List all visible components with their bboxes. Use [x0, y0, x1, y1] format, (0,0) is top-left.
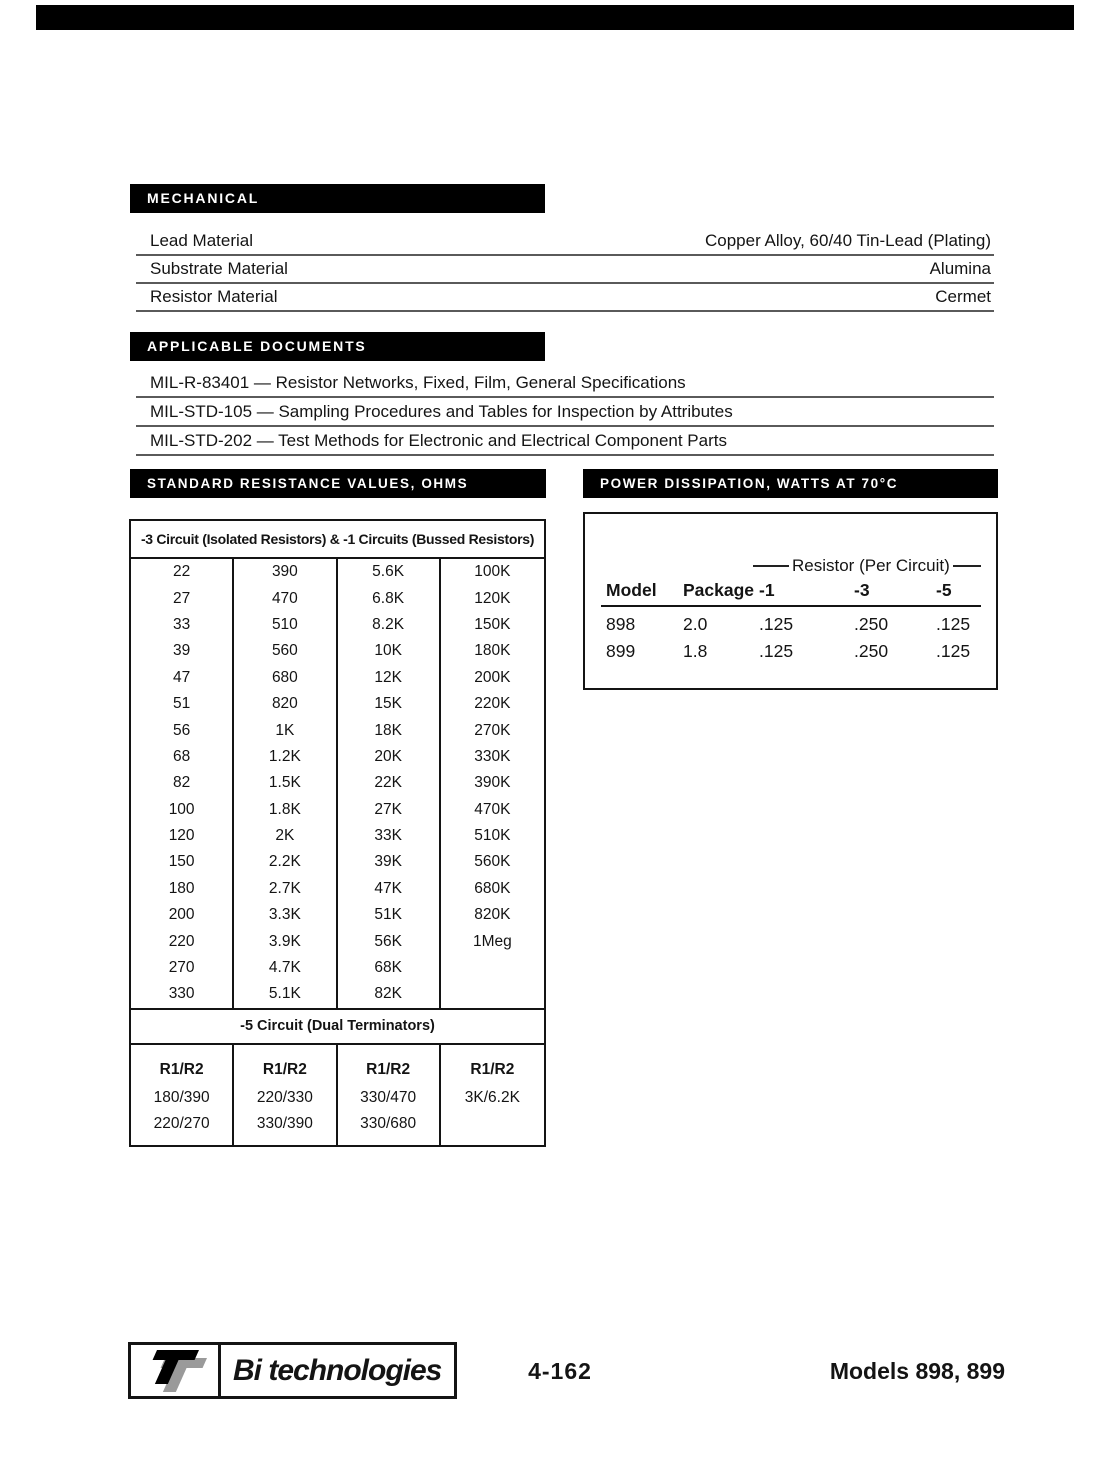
- r1r2-header: R1/R2: [159, 1060, 204, 1078]
- spec-value: Copper Alloy, 60/40 Tin-Lead (Plating): [704, 231, 991, 250]
- power-table-row: [606, 614, 984, 635]
- col-header-package: Package: [683, 580, 755, 600]
- group-header-text: Resistor (Per Circuit): [792, 556, 950, 575]
- power-table-row: [606, 641, 984, 662]
- resistance-column-2: [234, 559, 337, 1008]
- r1r2-value: 330/680: [360, 1114, 417, 1132]
- resistance-value: 270K: [474, 721, 511, 739]
- spec-row: [136, 284, 994, 312]
- document-item: MIL-R-83401 — Resistor Networks, Fixed, Film, General Specifications: [136, 369, 994, 398]
- section-header-applicable-documents: [130, 332, 545, 361]
- resistance-value: 470K: [474, 800, 511, 818]
- resistance-value: 8.2K: [372, 615, 405, 633]
- resistance-value: 5.1K: [268, 985, 301, 1003]
- resistance-value: 18K: [374, 721, 402, 739]
- resistance-value: 27: [173, 589, 191, 607]
- r1r2-value: 330/390: [256, 1114, 313, 1132]
- resistance-value: 390: [271, 563, 298, 581]
- resistance-value: 2.2K: [268, 853, 301, 871]
- resistance-value: 20K: [374, 747, 402, 765]
- r1r2-header: R1/R2: [366, 1060, 411, 1078]
- r1r2-column-3: [338, 1045, 441, 1145]
- resistance-value: [441, 981, 544, 1007]
- resistance-value: 820: [271, 695, 298, 713]
- resistance-value: 220K: [474, 695, 511, 713]
- resistance-value: 1K: [275, 721, 295, 739]
- resistance-value: 330: [168, 985, 195, 1003]
- resistance-value: 100: [168, 800, 195, 818]
- power-header-rule: [601, 605, 981, 607]
- r1r2-column-4: [441, 1045, 544, 1145]
- resistance-value: 33: [173, 615, 191, 633]
- spec-label: Lead Material: [150, 231, 254, 250]
- model-cell: 898: [606, 614, 636, 634]
- resistance-column-3: [338, 559, 441, 1008]
- resistance-value: 1.5K: [268, 774, 301, 792]
- spec-label: Substrate Material: [150, 259, 288, 278]
- resistance-value: 330K: [474, 747, 511, 765]
- document-item: MIL-STD-202 — Test Methods for Electronic and Electrical Component Parts: [136, 427, 994, 456]
- watts-cell: .250: [854, 614, 889, 634]
- resistance-value: 150: [168, 853, 195, 871]
- resistance-value: 5.6K: [372, 563, 405, 581]
- brand-name: Bi technologies: [233, 1353, 442, 1387]
- resistance-value: 51: [173, 695, 191, 713]
- resistance-value: 1.2K: [268, 747, 301, 765]
- models-label: Models 898, 899: [829, 1358, 1005, 1384]
- resistance-value: 82: [173, 774, 191, 792]
- resistance-value: 470: [271, 589, 298, 607]
- watts-cell: .250: [854, 641, 889, 661]
- resistance-value: 200K: [474, 668, 511, 686]
- power-dissipation-table: [583, 512, 998, 690]
- resistance-value: 39: [173, 642, 191, 660]
- tt-logo-glyph: [139, 1348, 211, 1394]
- r1r2-header: R1/R2: [470, 1060, 515, 1078]
- resistance-value: 510: [271, 615, 298, 633]
- mechanical-spec-list: [136, 228, 994, 312]
- resistance-value: 1Meg: [472, 932, 512, 950]
- header-dash-right: [953, 565, 981, 567]
- section-header-mechanical: [130, 184, 545, 213]
- resistance-column-4: [441, 559, 544, 1008]
- resistance-grid: [131, 559, 544, 1008]
- section-title: MECHANICAL: [147, 190, 260, 206]
- resistance-value: 100K: [474, 563, 511, 581]
- col-header-model: Model: [606, 580, 657, 600]
- resistance-value: 47: [173, 668, 191, 686]
- resistance-value: 510K: [474, 827, 511, 845]
- resistance-value: 2.7K: [268, 879, 301, 897]
- resistance-value: 180K: [474, 642, 511, 660]
- resistance-value: 82K: [374, 985, 402, 1003]
- resistance-value: 220: [168, 932, 195, 950]
- r1r2-column-2: [234, 1045, 337, 1145]
- resistance-table: [129, 519, 546, 1147]
- resistance-value: 47K: [374, 879, 402, 897]
- resistance-value: 2K: [275, 827, 295, 845]
- r1r2-header: R1/R2: [262, 1060, 307, 1078]
- resistance-value: 150K: [474, 615, 511, 633]
- r1r2-value: 220/270: [153, 1114, 210, 1132]
- resistance-group2-header: -5 Circuit (Dual Terminators): [131, 1008, 544, 1045]
- watts-cell: .125: [759, 614, 794, 634]
- resistance-value: 6.8K: [372, 589, 405, 607]
- resistance-value: 3.3K: [268, 906, 301, 924]
- resistance-value: 820K: [474, 906, 511, 924]
- r1r2-value: 180/390: [153, 1088, 210, 1106]
- resistance-value: 560K: [474, 853, 511, 871]
- resistance-value: 22: [173, 563, 191, 581]
- resistance-value: 12K: [374, 668, 402, 686]
- resistance-value: 22K: [374, 774, 402, 792]
- spec-value: Cermet: [935, 287, 991, 306]
- col-header-minus5: -5: [936, 580, 952, 600]
- resistance-value: 680K: [474, 879, 511, 897]
- resistance-column-1: [131, 559, 234, 1008]
- document-item: MIL-STD-105 — Sampling Procedures and Tables for Inspection by Attributes: [136, 398, 994, 427]
- resistance-value: 15K: [374, 695, 402, 713]
- top-page-rule: [36, 5, 1074, 30]
- section-header-power-dissipation: [583, 469, 998, 498]
- spec-row: [136, 256, 994, 284]
- resistance-group1-header: -3 Circuit (Isolated Resistors) & -1 Circuits (Bussed Resistors): [131, 521, 544, 559]
- spec-row: [136, 228, 994, 256]
- resistance-value: 27K: [374, 800, 402, 818]
- r1r2-value: 220/330: [256, 1088, 313, 1106]
- col-header-minus3: -3: [854, 580, 870, 600]
- resistance-value: 56: [173, 721, 191, 739]
- section-title: STANDARD RESISTANCE VALUES, OHMS: [147, 476, 469, 491]
- section-title: APPLICABLE DOCUMENTS: [147, 338, 367, 354]
- resistance-value: 39K: [374, 853, 402, 871]
- brand-logo: [128, 1342, 457, 1399]
- header-dash-left: [753, 565, 789, 567]
- resistance-value: 120K: [474, 589, 511, 607]
- applicable-documents-list: [136, 369, 994, 456]
- resistance-value: 56K: [374, 932, 402, 950]
- spec-value: Alumina: [929, 259, 991, 278]
- resistance-value: 270: [168, 959, 195, 977]
- resistor-per-circuit-header: [753, 556, 981, 576]
- page-number: 4-162: [528, 1358, 592, 1384]
- resistance-value: 560: [271, 642, 298, 660]
- col-header-minus1: -1: [759, 580, 775, 600]
- package-cell: 1.8: [683, 641, 708, 661]
- r1r2-value: 330/470: [360, 1088, 417, 1106]
- model-cell: 899: [606, 641, 636, 661]
- section-header-standard-resistance-values: [130, 469, 546, 498]
- dual-terminator-grid: [131, 1045, 544, 1145]
- resistance-value: 3.9K: [268, 932, 301, 950]
- r1r2-value: [441, 1111, 544, 1137]
- resistance-value: 390K: [474, 774, 511, 792]
- watts-cell: .125: [936, 614, 971, 634]
- resistance-value: 4.7K: [268, 959, 301, 977]
- package-cell: 2.0: [683, 614, 708, 634]
- tt-logo-icon: [131, 1345, 221, 1396]
- spec-label: Resistor Material: [150, 287, 278, 306]
- resistance-value: 680: [271, 668, 298, 686]
- r1r2-column-1: [131, 1045, 234, 1145]
- resistance-value: 180: [168, 879, 195, 897]
- resistance-value: 120: [168, 827, 195, 845]
- resistance-value: 33K: [374, 827, 402, 845]
- resistance-value: 200: [168, 906, 195, 924]
- resistance-value: 68K: [374, 959, 402, 977]
- resistance-value: 68: [173, 747, 191, 765]
- power-column-headers: [606, 580, 984, 601]
- resistance-value: [441, 955, 544, 981]
- resistance-value: 10K: [374, 642, 402, 660]
- r1r2-value: 3K/6.2K: [464, 1088, 520, 1106]
- watts-cell: .125: [936, 641, 971, 661]
- resistance-value: 51K: [374, 906, 402, 924]
- section-title: POWER DISSIPATION, WATTS AT 70°C: [600, 476, 899, 491]
- watts-cell: .125: [759, 641, 794, 661]
- resistance-value: 1.8K: [268, 800, 301, 818]
